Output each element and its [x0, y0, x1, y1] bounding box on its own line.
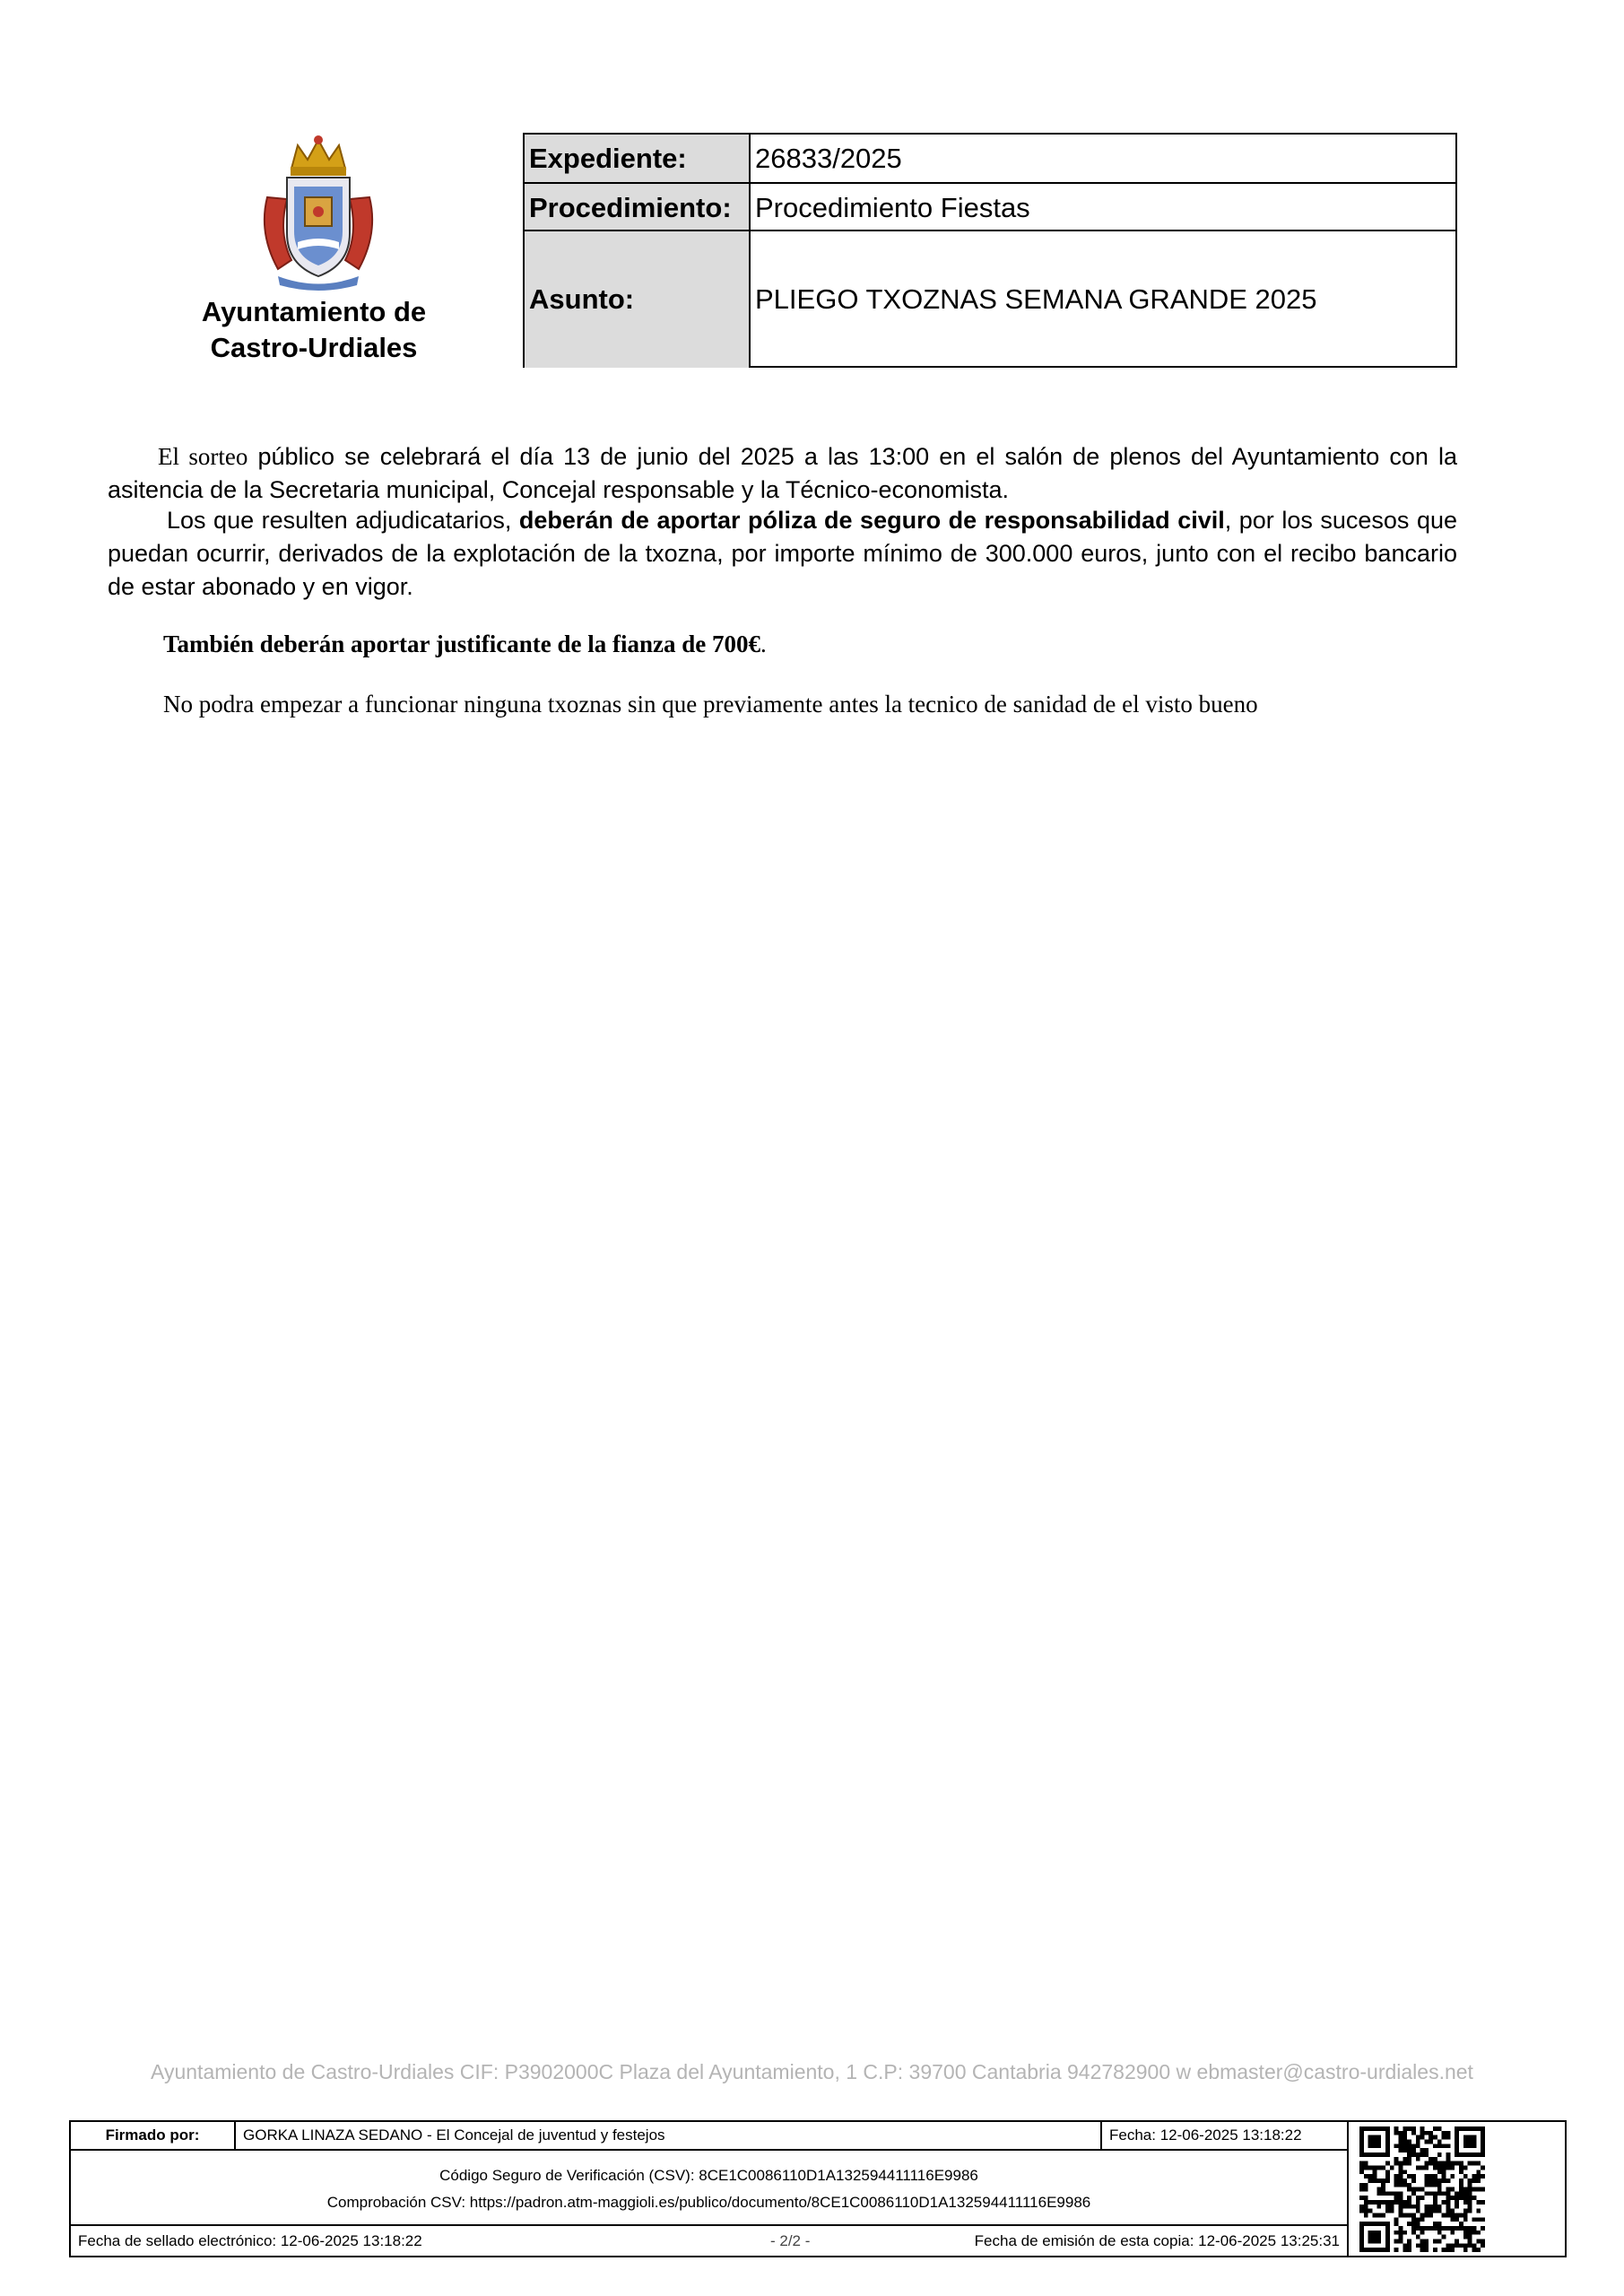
- csv-url[interactable]: Comprobación CSV: https://padron.atm-maggioli.es/publico/documento/8CE1C0086110D1A132594411116E9986: [326, 2194, 1091, 2211]
- procedimiento-row: [525, 182, 1455, 231]
- paragraph-fianza-end: .: [760, 631, 767, 657]
- signature-row-csv: [71, 2149, 1347, 2226]
- paragraph-sorteo-text: público se celebrará el día 13 de junio del 2025 a las 13:00 en el salón de plenos del Ayuntamiento con la asitencia de la Secretaria municipal, Concejal responsable y la Técnico-economista.: [108, 443, 1457, 503]
- qr-code-icon: [1359, 2126, 1485, 2252]
- coat-of-arms-icon: [251, 135, 386, 291]
- sellado-date: Fecha de sellado electrónico: 12-06-2025 13:18:22: [78, 2232, 422, 2249]
- footer-address: Ayuntamiento de Castro-Urdiales CIF: P3902000C Plaza del Ayuntamiento, 1 C.P: 39700 Cantabria 942782900 w ebmaster@castro-urdiales.net: [151, 2060, 1473, 2083]
- firmado-fecha: Fecha: 12-06-2025 13:18:22: [1109, 2126, 1302, 2144]
- paragraph-sorteo-lead: El sorteo: [158, 443, 248, 470]
- emision-date: Fecha de emisión de esta copia: 12-06-2025 13:25:31: [974, 2232, 1340, 2249]
- procedimiento-value: Procedimiento Fiestas: [755, 191, 1030, 223]
- signature-info: [71, 2122, 1349, 2256]
- signature-row-dates: [71, 2224, 1347, 2257]
- paragraph-fianza: [108, 628, 1457, 661]
- organization-name-line2: Castro-Urdiales: [210, 332, 418, 363]
- firmado-label: Firmado por:: [71, 2122, 236, 2149]
- header-table: [523, 133, 1457, 368]
- expediente-label: Expediente:: [525, 135, 751, 182]
- organization-name-line1: Ayuntamiento de: [201, 296, 427, 327]
- asunto-label: Asunto:: [525, 231, 751, 368]
- signature-table: [69, 2120, 1567, 2257]
- paragraph-fianza-bold: También deberán aportar justificante de la fianza de 700€: [163, 631, 760, 657]
- paragraph-adjudicatarios-bold: deberán de aportar póliza de seguro de responsabilidad civil: [518, 507, 1225, 534]
- page-number: - 2/2 -: [770, 2232, 811, 2249]
- asunto-value: PLIEGO TXOZNAS SEMANA GRANDE 2025: [755, 283, 1317, 315]
- signature-row-firmado: [71, 2122, 1347, 2151]
- expediente-row: [525, 135, 1455, 182]
- paragraph-sanidad-text: No podra empezar a funcionar ninguna txoznas sin que previamente antes la tecnico de sanidad de el visto bueno: [163, 691, 1258, 718]
- firmado-value: GORKA LINAZA SEDANO - El Concejal de juventud y festejos: [236, 2122, 1102, 2149]
- expediente-value: 26833/2025: [755, 142, 902, 174]
- paragraph-adjudicatarios-a: Los que resulten adjudicatarios,: [167, 507, 519, 534]
- csv-code: Código Seguro de Verificación (CSV): 8CE1C0086110D1A132594411116E9986: [439, 2167, 978, 2184]
- asunto-row: [525, 230, 1455, 368]
- paragraph-sanidad: [108, 688, 1457, 721]
- paragraph-adjudicatarios-b: , por los sucesos que puedan ocurrir, derivados de la explotación de la txozna, por importe mínimo de 300.000 euros, junto con el recibo bancario de estar abonado y en vigor.: [108, 507, 1457, 600]
- procedimiento-label: Procedimiento:: [525, 184, 751, 231]
- organization-name: [161, 294, 466, 366]
- paragraph-sorteo: [108, 440, 1457, 507]
- paragraph-adjudicatarios: [108, 504, 1457, 604]
